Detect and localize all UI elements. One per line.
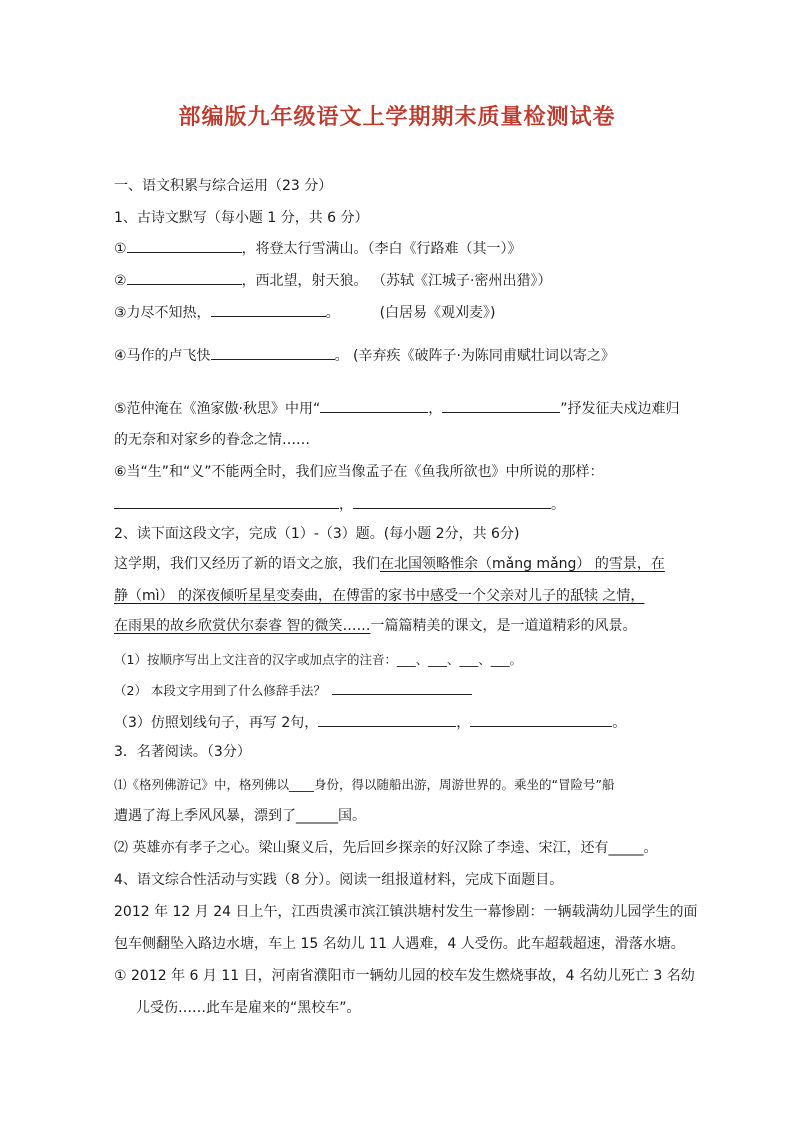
underlined-text: 静（mì） 的深夜倾听星星变奏曲，在傅雷的家书中感受一个父亲对儿子的舐犊 之情，: [114, 588, 645, 604]
answer-blank[interactable]: [442, 398, 560, 413]
line-text: （2） 本段文字用到了什么修辞手法？: [114, 683, 326, 698]
line-text: ，将登太行雪满山。（李白《行路难（其一）》: [241, 241, 522, 257]
line-text: 。: [612, 715, 627, 731]
subquestion-1: （1）按顺序写出上文注音的汉字或加点字的注音：___、___、___、___。: [114, 652, 522, 667]
passage-line-2: [114, 586, 644, 606]
answer-blank[interactable]: [353, 494, 551, 509]
section-heading: 一、语文积累与综合运用（23 分）: [114, 178, 333, 194]
line-text: ，: [428, 401, 443, 417]
report-1-cont: 包车侧翻坠入路边水塘，车上 15 名幼儿 11 人遇难，4 人受伤。此车超载超速，滑落水塘。: [114, 936, 685, 952]
line-text: （3）仿照划线句子，再写 2句，: [114, 715, 319, 731]
answer-blank[interactable]: [114, 494, 339, 509]
source-citation: (白居易《观刈麦》): [379, 305, 496, 321]
passage-text: 这学期，我们又经历了新的语文之旅，我们: [114, 556, 380, 572]
subquestion-3: [114, 712, 626, 733]
line-text: ④马作的卢飞快: [114, 348, 211, 364]
report-2-cont: 儿受伤……此车是雇来的“黑校车”。: [136, 1000, 361, 1016]
passage-line-3: [114, 616, 636, 636]
answer-blank[interactable]: [127, 238, 242, 253]
question-3-heading: 3．名著阅读。（3分）: [114, 744, 251, 760]
answer-blank[interactable]: [211, 302, 326, 317]
line-text: ⑤范仲淹在《渔家傲·秋思》中用“: [114, 401, 321, 417]
question-2-heading: 2、读下面这段文字，完成（1）-（3）题。(每小题 2分，共 6分): [114, 526, 520, 542]
underlined-text: 在北国领略惟余（mǎng mǎng） 的雪景，在: [380, 556, 665, 572]
answer-blank[interactable]: [127, 270, 242, 285]
line-text: 。 (辛弃疾《破阵子·为陈同甫赋壮词以寄之》: [334, 348, 615, 364]
question-4-heading: 4、语文综合性活动与实践（8 分）。阅读一组报道材料，完成下面题目。: [114, 872, 564, 888]
line-text: ③力尽不知热，: [114, 305, 211, 321]
poem-line-6-blanks: [114, 494, 565, 515]
answer-blank[interactable]: [211, 345, 335, 360]
report-1: 2012 年 12 月 24 日上午，江西贵溪市滨江镇洪塘村发生一幕惨剧：一辆载满幼儿园学生的面: [114, 904, 698, 920]
subquestion-2: [114, 680, 472, 701]
q3-item-2: ⑵ 英雄亦有孝子之心。梁山聚义后，先后回乡探亲的好汉除了李逵、宋江，还有_____。: [114, 840, 658, 856]
poem-line-6: ⑥当“生”和“义”不能两全时，我们应当像孟子在《鱼我所欲也》中所说的那样：: [114, 464, 604, 480]
line-text: 。: [325, 305, 340, 321]
passage-text: 一篇篇精美的课文，是一道道精彩的风景。: [370, 618, 637, 634]
underlined-text: 在雨果的故乡欣赏伏尔泰睿 智的微笑……: [114, 618, 371, 634]
report-2: ① 2012 年 6 月 11 日，河南省濮阳市一辆幼儿园的校车发生燃烧事故，4 名幼儿死亡 3 名幼: [114, 968, 695, 984]
item-number: ①: [114, 241, 127, 257]
line-text: 。: [551, 497, 565, 513]
line-text: ”抒发征夫戍边难归: [560, 401, 680, 417]
poem-line-2: [114, 270, 551, 291]
q3-item-1: ⑴《格列佛游记》中，格列佛以____身份，得以随船出游，周游世界的。乘坐的“冒险号”船: [114, 777, 615, 792]
passage-line-1: [114, 554, 665, 574]
answer-blank[interactable]: [332, 680, 472, 695]
poem-line-1: [114, 238, 522, 259]
poem-line-5: [114, 398, 680, 419]
poem-line-5-cont: 的无奈和对家乡的眷念之情……: [114, 432, 310, 448]
poem-line-4: [114, 345, 615, 366]
question-1-heading: 1、古诗文默写（每小题 1 分，共 6 分）: [114, 210, 369, 226]
item-number: ②: [114, 273, 127, 289]
line-text: ，: [339, 497, 353, 513]
poem-line-3: [114, 302, 496, 323]
q3-item-1-cont: 遭遇了海上季风风暴，漂到了______国。: [114, 808, 366, 824]
page-title: 部编版九年级语文上学期期末质量检测试卷: [178, 105, 616, 130]
answer-blank[interactable]: [320, 398, 428, 413]
line-text: ，西北望，射天狼。 （苏轼《江城子·密州出猎》）: [241, 273, 552, 289]
answer-blank[interactable]: [470, 712, 612, 727]
answer-blank[interactable]: [318, 712, 456, 727]
line-text: ，: [456, 715, 471, 731]
